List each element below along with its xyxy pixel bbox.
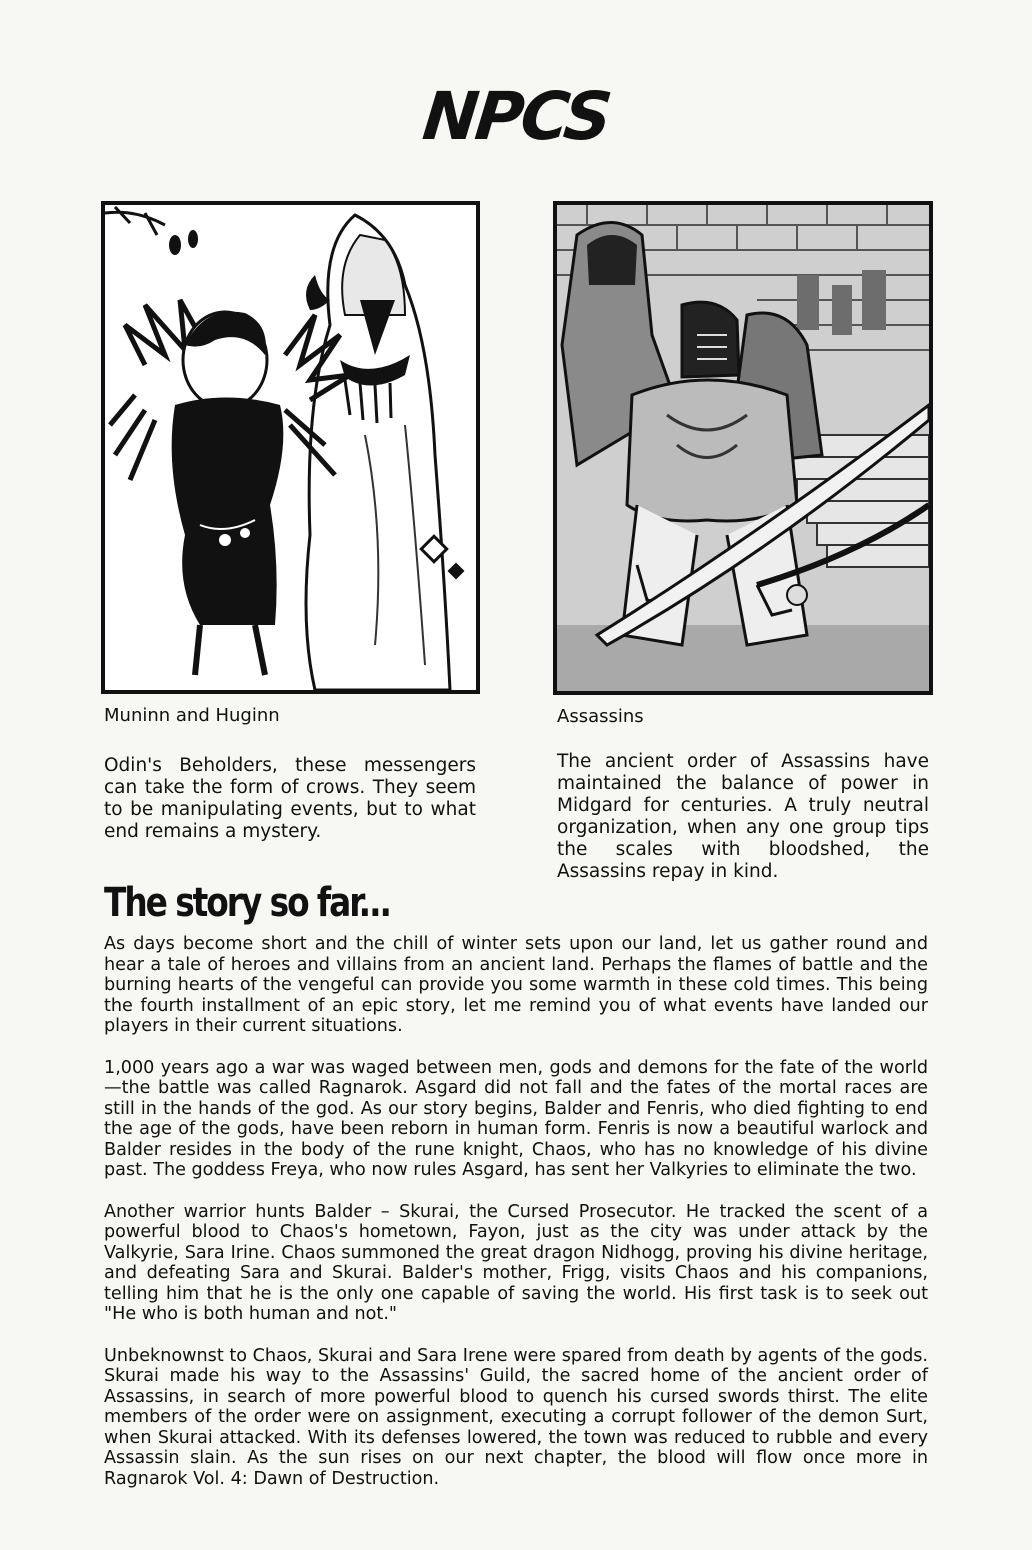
- story-paragraph: Unbeknownst to Chaos, Skurai and Sara Irene were spared from death by agents of the gods. Skurai made his way to the Assassins' Guild, the sacred home of the ancient order of Assassins, in search of more powerful blood to quench his cursed swords thirst. The elite members of the order were on assignment, executing a corrupt follower of the demon Surt, when Skurai attacked. With its defenses lowered, the town was reduced to rubble and every Assassin slain. As the sun rises on our next chapter, the blood will flow once more in Ragnarok Vol. 4: Dawn of Destruction.: [104, 1345, 928, 1489]
- npc-description-muninn-huginn: Odin's Beholders, these messengers can take the form of crows. They seem to be manipulating events, but to what end remains a mystery.: [104, 755, 476, 842]
- story-paragraph: 1,000 years ago a war was waged between men, gods and demons for the fate of the world—the battle was called Ragnarok. Asgard did not fall and the fates of the mortal races are still in the hands of the god. As our story begins, Balder and Fenris, who died fighting to end the age of the gods, have been reborn in human form. Fenris is now a beautiful warlock and Balder resides in the body of the rune knight, Chaos, who has no knowledge of his divine past. The goddess Freya, who now rules Asgard, has sent her Valkyries to eliminate the two.: [104, 1057, 928, 1180]
- npc-caption-muninn-huginn: Muninn and Huginn: [104, 705, 280, 726]
- assassins-icon: [557, 205, 929, 691]
- story-body: [104, 934, 928, 1510]
- page-title: NPCS: [419, 78, 613, 155]
- assassins-illustration: [553, 201, 933, 695]
- npc-description-assassins: The ancient order of Assassins have maintained the balance of power in Midgard for centuries. A truly neutral organization, when any one group tips the scales with bloodshed, the Assassins repay in kind.: [557, 751, 929, 882]
- npc-caption-assassins: Assassins: [557, 706, 644, 727]
- story-paragraph: As days become short and the chill of winter sets upon our land, let us gather round and hear a tale of heroes and villains from an ancient land. Perhaps the flames of battle and the burning hearts of the vengeful can provide you some warmth in these cold times. This being the fourth installment of an epic story, let me remind you of what events have landed our players in their current situations.: [104, 934, 928, 1036]
- muninn-huginn-icon: [105, 205, 476, 690]
- story-paragraph: Another warrior hunts Balder – Skurai, the Cursed Prosecutor. He tracked the scent of a powerful blood to Chaos's hometown, Fayon, just as the city was under attack by the Valkyrie, Sara Irine. Chaos summoned the great dragon Nidhogg, proving his divine heritage, and defeating Sara and Skurai. Balder's mother, Frigg, visits Chaos and his companions, telling him that he is the only one capable of saving the world. His first task is to seek out "He who is both human and not.": [104, 1201, 928, 1324]
- muninn-huginn-illustration: [101, 201, 480, 694]
- story-heading: The story so far...: [104, 880, 390, 926]
